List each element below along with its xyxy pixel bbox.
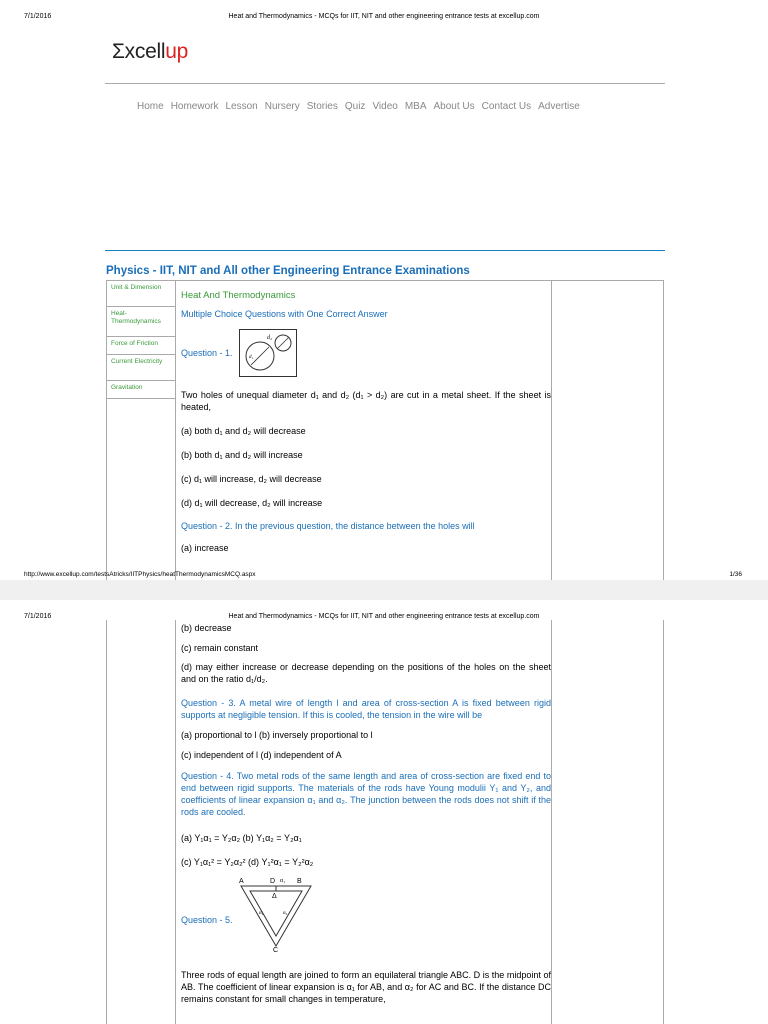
nav-home[interactable]: Home [137, 101, 164, 112]
q4-options-cd[interactable]: (c) Y₁α₁² = Y₂α₂² (d) Y₁²α₁ = Y₂²α₂ [181, 857, 314, 867]
sidebar-item-force-of-friction[interactable]: Force of Friction [107, 337, 175, 355]
question-4-label: Question - 4. Two metal rods of the same length and area of cross-section are fixed end to end between rigid supports. The materials of the rods have Young modulii Y₁ and Y₂, and coefficients of linear expansion α₁ and α₂. The junction between the rods does not shift if the rods are cooled. [181, 771, 551, 818]
main-content [181, 281, 551, 580]
content-divider [105, 250, 665, 251]
print-title: Heat and Thermodynamics - MCQs for IIT, NIT and other engineering entrance tests at excellup.com [228, 13, 540, 20]
print-title: Heat and Thermodynamics - MCQs for IIT, NIT and other engineering entrance tests at excellup.com [228, 613, 540, 620]
main-content [181, 620, 551, 1024]
content-table [106, 280, 664, 580]
header-divider [105, 83, 665, 84]
question-5-label: Question - 5. [181, 915, 233, 925]
site-logo[interactable] [112, 40, 188, 64]
print-url: http://www.excellup.com/testsAtricks/IITPhysics/heatThermodynamicsMCQ.aspx [24, 571, 256, 578]
label-d2: d₂ [267, 335, 273, 341]
nav-nursery[interactable]: Nursery [264, 101, 300, 112]
question-5-text: Three rods of equal length are joined to form an equilateral triangle ABC. D is the midpoint of AB. The coefficient of linear expansion is α₁ for AB, and α₂ for AC and BC. If the distance DC remains constant for small changes in temperature, [181, 970, 551, 1005]
nav-mba[interactable]: MBA [404, 101, 427, 112]
label-alpha2-right: α₂ [283, 911, 288, 916]
question-2-label: Question - 2. In the previous question, the distance between the holes will [181, 521, 475, 531]
holes-diagram [239, 329, 297, 377]
sidebar-item-unit-dimension[interactable]: Unit & Dimension [107, 281, 175, 307]
nav-video[interactable]: Video [372, 101, 398, 112]
q2-option-d[interactable]: (d) may either increase or decrease depending on the positions of the holes on the sheet and on the ratio d₁/d₂. [181, 662, 551, 685]
label-delta: Δ [272, 893, 277, 900]
triangle-diagram [235, 874, 317, 952]
label-d: D [270, 878, 276, 885]
page-2 [0, 600, 768, 1024]
logo-accent: up [165, 40, 188, 63]
column-divider [175, 620, 176, 1024]
sidebar-item-current-electricity[interactable]: Current Electricity [107, 355, 175, 381]
question-1-text: Two holes of unequal diameter d₁ and d₂ (d₁ > d₂) are cut in a metal sheet. If the sheet is heated, [181, 390, 551, 413]
content-table [106, 620, 664, 1024]
column-divider [175, 281, 176, 580]
column-divider [551, 281, 552, 580]
nav-about-us[interactable]: About Us [433, 101, 475, 112]
section-subtitle: Multiple Choice Questions with One Correct Answer [181, 309, 388, 319]
label-alpha2-left: α₂ [259, 911, 264, 916]
print-page-number: 1/36 [729, 571, 742, 578]
column-divider [551, 620, 552, 1024]
label-alpha1: α₁ [280, 878, 286, 884]
print-date: 7/1/2016 [24, 613, 52, 620]
q1-option-d[interactable]: (d) d₁ will decrease, d₂ will increase [181, 498, 323, 508]
q2-option-a[interactable]: (a) increase [181, 543, 229, 553]
q1-option-c[interactable]: (c) d₁ will increase, d₂ will decrease [181, 474, 322, 484]
nav-lesson[interactable]: Lesson [225, 101, 258, 112]
q3-options-ab[interactable]: (a) proportional to l (b) inversely proportional to l [181, 730, 373, 740]
sidebar-item-heat-thermodynamics[interactable]: Heat-Thermodynamics [107, 307, 175, 337]
logo-text: Σxcell [112, 40, 166, 63]
nav-advertise[interactable]: Advertise [538, 101, 580, 112]
q4-options-ab[interactable]: (a) Y₁α₁ = Y₂α₂ (b) Y₁α₂ = Y₂α₁ [181, 833, 302, 843]
nav-quiz[interactable]: Quiz [344, 101, 366, 112]
q3-options-cd[interactable]: (c) independent of l (d) independent of A [181, 750, 342, 760]
q2-option-b[interactable]: (b) decrease [181, 623, 232, 633]
nav-homework[interactable]: Homework [170, 101, 219, 112]
question-3-label: Question - 3. A metal wire of length l and area of cross-section A is fixed between rigid supports at negligible tension. If this is cooled, the tension in the wire will be [181, 698, 551, 721]
print-date: 7/1/2016 [24, 13, 52, 20]
nav-contact-us[interactable]: Contact Us [481, 101, 532, 112]
main-nav [137, 101, 580, 112]
label-b: B [297, 878, 302, 885]
q1-option-b[interactable]: (b) both d₁ and d₂ will increase [181, 450, 303, 460]
sidebar [107, 281, 175, 399]
label-d1: d₁ [249, 355, 254, 360]
label-c: C [273, 947, 279, 952]
question-1-label: Question - 1. [181, 348, 233, 358]
page-heading: Physics - IIT, NIT and All other Engineering Entrance Examinations [106, 265, 470, 277]
label-a: A [239, 878, 244, 885]
topic-title: Heat And Thermodynamics [181, 290, 296, 301]
sidebar-item-gravitation[interactable]: Gravitation [107, 381, 175, 399]
nav-stories[interactable]: Stories [306, 101, 338, 112]
q1-option-a[interactable]: (a) both d₁ and d₂ will decrease [181, 426, 306, 436]
q2-option-c[interactable]: (c) remain constant [181, 643, 259, 653]
